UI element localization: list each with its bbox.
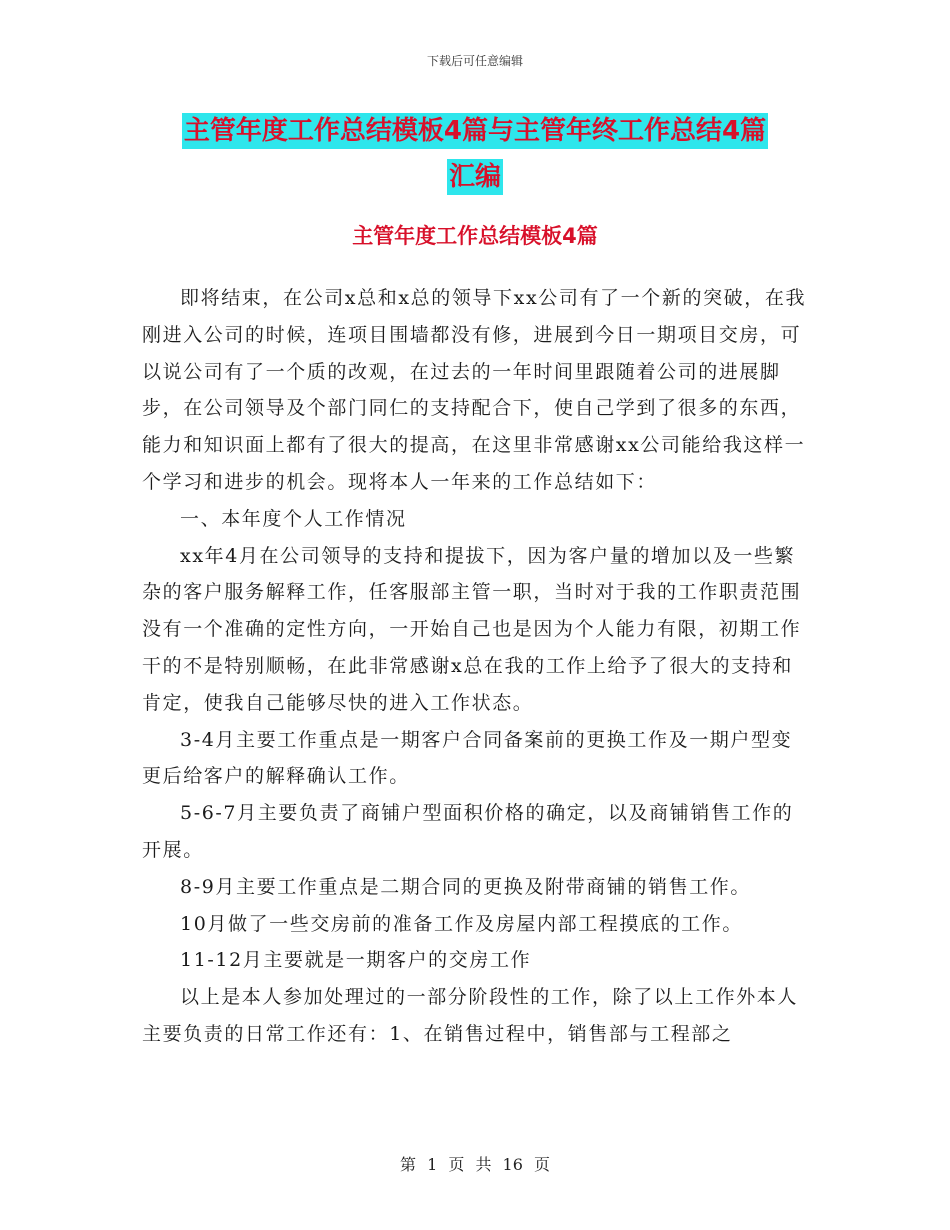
page-footer: 第 1 页 共 16 页 xyxy=(400,1155,550,1174)
page-header-note: 下载后可任意编辑 xyxy=(426,54,523,68)
document-title-line-2: 汇编 xyxy=(447,159,503,195)
paragraph-may-jul: 5-6-7月主要负责了商铺户型面积价格的确定，以及商铺销售工作的开展。 xyxy=(142,802,794,861)
document-title xyxy=(140,108,810,200)
paragraph-daily-work: 以上是本人参加处理过的一部分阶段性的工作，除了以上工作外本人主要负责的日常工作还有：1、在销售过程中，销售部与工程部之 xyxy=(142,986,799,1045)
document-body xyxy=(142,280,812,1053)
paragraph-heading-1: 一、本年度个人工作情况 xyxy=(180,507,407,530)
section-title: 主管年度工作总结模板4篇 xyxy=(352,224,598,248)
paragraph-mar-apr: 3-4月主要工作重点是一期客户合同备案前的更换工作及一期户型变更后给客户的解释确认工作。 xyxy=(142,728,793,788)
document-title-line-1: 主管年度工作总结模板4篇与主管年终工作总结4篇 xyxy=(182,113,768,149)
paragraph-oct: 10月做了一些交房前的准备工作及房屋内部工程摸底的工作。 xyxy=(180,912,743,935)
paragraph-april: xx年4月在公司领导的支持和提拔下，因为客户量的增加以及一些繁杂的客户服务解释工作，任客服部主管一职，当时对于我的工作职责范围没有一个准确的定性方向，一开始自己也是因为个人能力有限，初期工作干的不是特别顺畅，在此非常感谢x总在我的工作上给予了很大的支持和肯定，使我自己能够尽快的进入工作状态。 xyxy=(142,544,802,714)
paragraph-intro: 即将结束，在公司x总和x总的领导下xx公司有了一个新的突破，在我刚进入公司的时候，连项目围墙都没有修，进展到今日一期项目交房，可以说公司有了一个质的改观，在过去的一年时间里跟随着公司的进展脚步，在公司领导及个部门同仁的支持配合下，使自己学到了很多的东西，能力和知识面上都有了很大的提高，在这里非常感谢xx公司能给我这样一个学习和进步的机会。现将本人一年来的工作总结如下： xyxy=(142,287,807,493)
paragraph-aug-sep: 8-9月主要工作重点是二期合同的更换及附带商铺的销售工作。 xyxy=(180,875,751,898)
paragraph-nov-dec: 11-12月主要就是一期客户的交房工作 xyxy=(180,949,532,972)
